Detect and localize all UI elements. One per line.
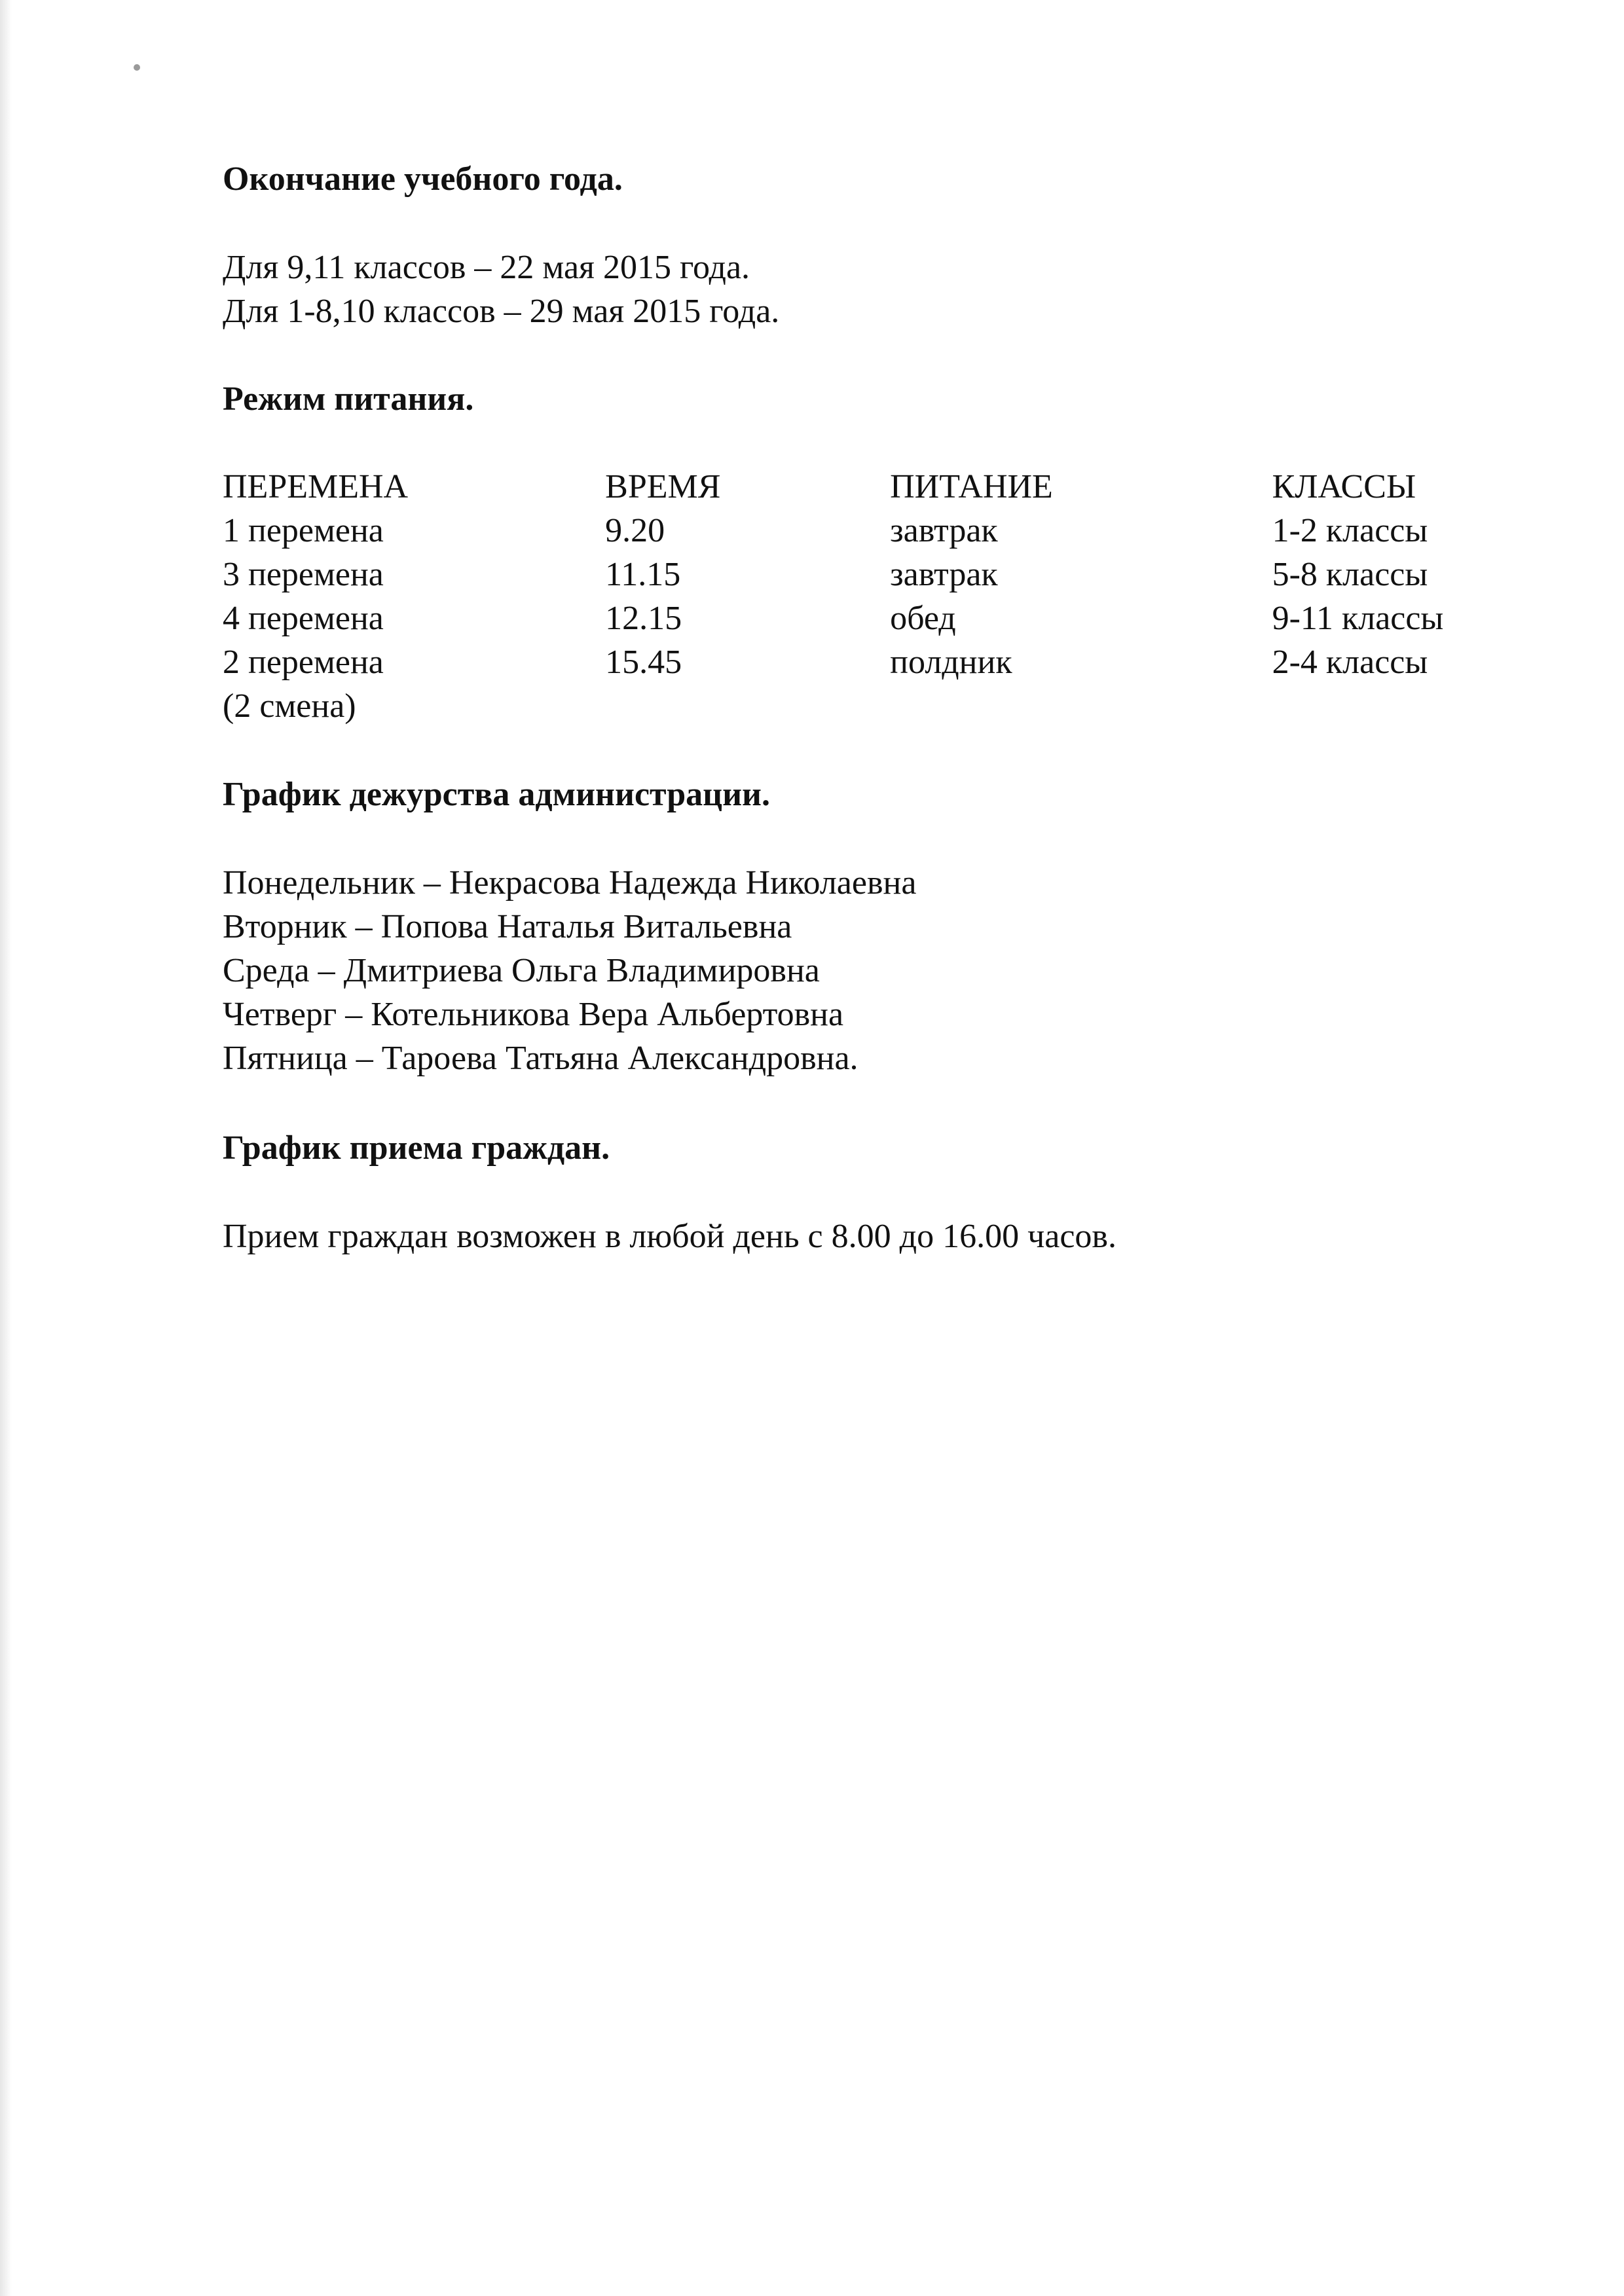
column-header-meal: ПИТАНИЕ [890,468,1053,505]
duty-line: Четверг – Котельникова Вера Альбертовна [223,996,844,1033]
duty-line: Понедельник – Некрасова Надежда Николаевна [223,864,917,902]
meals-table [223,465,1532,728]
time-cell: 15.45 [605,644,682,681]
scan-speck [134,64,140,71]
table-row [223,509,1532,553]
school-year-end-heading: Окончание учебного года. [223,160,623,198]
meal-cell: завтрак [890,512,998,549]
meal-cell: обед [890,600,956,637]
shift-note: (2 смена) [223,687,356,725]
school-year-end-line: Для 9,11 классов – 22 мая 2015 года. [223,249,750,286]
meal-cell: полдник [890,644,1012,681]
break-cell: 1 перемена [223,512,384,549]
table-row [223,640,1532,728]
classes-cell: 2-4 классы [1272,644,1428,681]
break-cell: 4 перемена [223,600,384,637]
meals-heading: Режим питания. [223,380,474,418]
break-cell: 3 перемена [223,556,384,593]
school-year-end-line: Для 1-8,10 классов – 29 мая 2015 года. [223,293,780,330]
break-label: 2 перемена [223,644,384,681]
column-header-time: ВРЕМЯ [605,468,721,505]
time-cell: 9.20 [605,512,665,549]
classes-cell: 1-2 классы [1272,512,1428,549]
duty-heading: График дежурства администрации. [223,776,771,813]
duty-line: Вторник – Попова Наталья Витальевна [223,908,792,945]
time-cell: 12.15 [605,600,682,637]
table-row [223,553,1532,596]
classes-cell: 5-8 классы [1272,556,1428,593]
duty-line: Пятница – Тароева Татьяна Александровна. [223,1040,858,1077]
meal-cell: завтрак [890,556,998,593]
column-header-classes: КЛАССЫ [1272,468,1416,505]
reception-line: Прием граждан возможен в любой день с 8.00 до 16.00 часов. [223,1218,1116,1255]
table-row [223,596,1532,640]
meals-table-header-row [223,465,1532,509]
column-header-break: ПЕРЕМЕНА [223,468,409,505]
scan-left-edge [0,0,12,2296]
break-cell-with-note [223,640,605,728]
reception-heading: График приема граждан. [223,1129,610,1167]
time-cell: 11.15 [605,556,681,593]
duty-line: Среда – Дмитриева Ольга Владимировна [223,952,820,989]
classes-cell: 9-11 классы [1272,600,1444,637]
